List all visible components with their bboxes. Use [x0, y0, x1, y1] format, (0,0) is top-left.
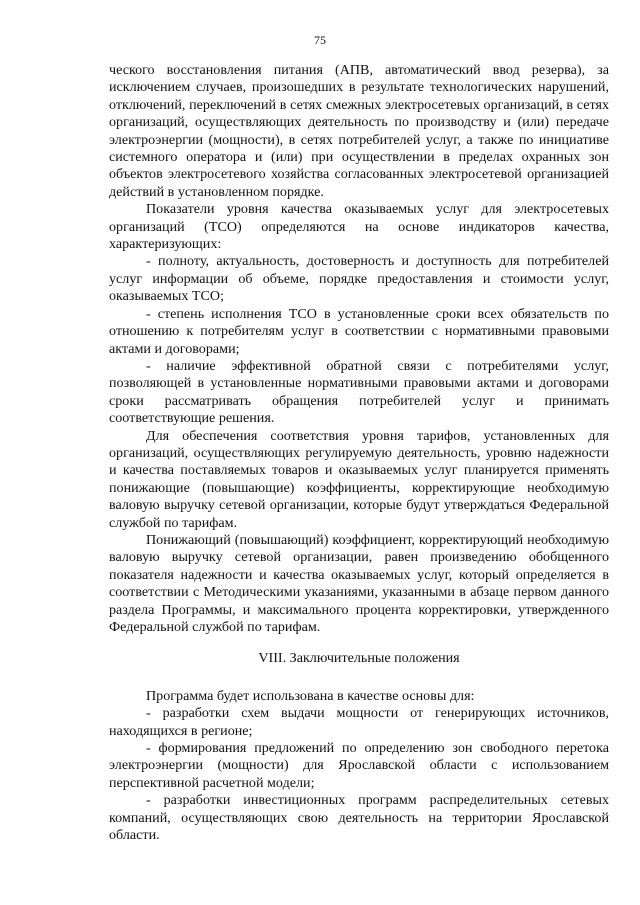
list-item: - наличие эффективной обратной связи с потребителями услуг, позволяющей в установленные нормативными правовыми актами и договорами сроки рассматривать обращения потребителей услуг и принимать соответствующие решения.	[109, 357, 609, 427]
list-item: - степень исполнения ТСО в установленные сроки всех обязательств по отношению к потребителям услуг в соответствии с нормативными правовыми актами и договорами;	[109, 305, 609, 357]
list-item: - разработки инвестиционных программ распределительных сетевых компаний, осуществляющих свою деятельность на территории Ярославской области.	[109, 792, 609, 844]
paragraph: Понижающий (повышающий) коэффициент, корректирующий необходимую валовую выручку сетевой организации, равен произведению обобщенного показателя надежности и качества оказываемых услуг, который определяется в соответствии с Методическими указаниями, указанными в абзаце первом данного раздела Программы, и максимального процента корректировки, утвержденного Федеральной службой по тарифам.	[109, 531, 609, 635]
paragraph: Для обеспечения соответствия уровня тарифов, установленных для организаций, осуществляющих регулируемую деятельность, уровню надежности и качества поставляемых товаров и оказываемых услуг планируется применять понижающие (повышающие) коэффициенты, корректирующие необходимую валовую выручку сетевой организации, которые будут утверждаться Федеральной службой по тарифам.	[109, 427, 609, 531]
paragraph: Показатели уровня качества оказываемых услуг для электросетевых организаций (ТСО) определяются на основе индикаторов качества, характеризующих:	[109, 201, 609, 253]
list-item: - формирования предложений по определению зон свободного перетока электроэнергии (мощности) для Ярославской области с использованием перспективной расчетной модели;	[109, 740, 609, 791]
list-item: - полноту, актуальность, достоверность и доступность для потребителей услуг информации об объеме, порядке предоставления и стоимости услуг, оказываемых ТСО;	[109, 253, 609, 305]
body-text	[109, 62, 609, 844]
list-item: - разработки схем выдачи мощности от генерирующих источников, находящихся в регионе;	[109, 705, 609, 739]
paragraph: Программа будет использована в качестве основы для:	[146, 687, 475, 704]
paragraph: ческого восстановления питания (АПВ, автоматический ввод резерва), за исключением случаев, произошедших в результате технологических нарушений, отключений, переключений в сетях смежных электросетевых организаций, в сетях организаций, осуществляющих деятельность по производству и (или) передаче электроэнергии (мощности), в сетях потребителей услуг, а также по инициативе системного оператора и (или) при осуществлении в пределах охранных зон объектов электросетевого хозяйства согласованных электросетевой организацией действий в установленном порядке.	[109, 62, 609, 200]
section-title: VIII. Заключительные положения	[258, 650, 460, 667]
page-number: 75	[314, 33, 326, 47]
